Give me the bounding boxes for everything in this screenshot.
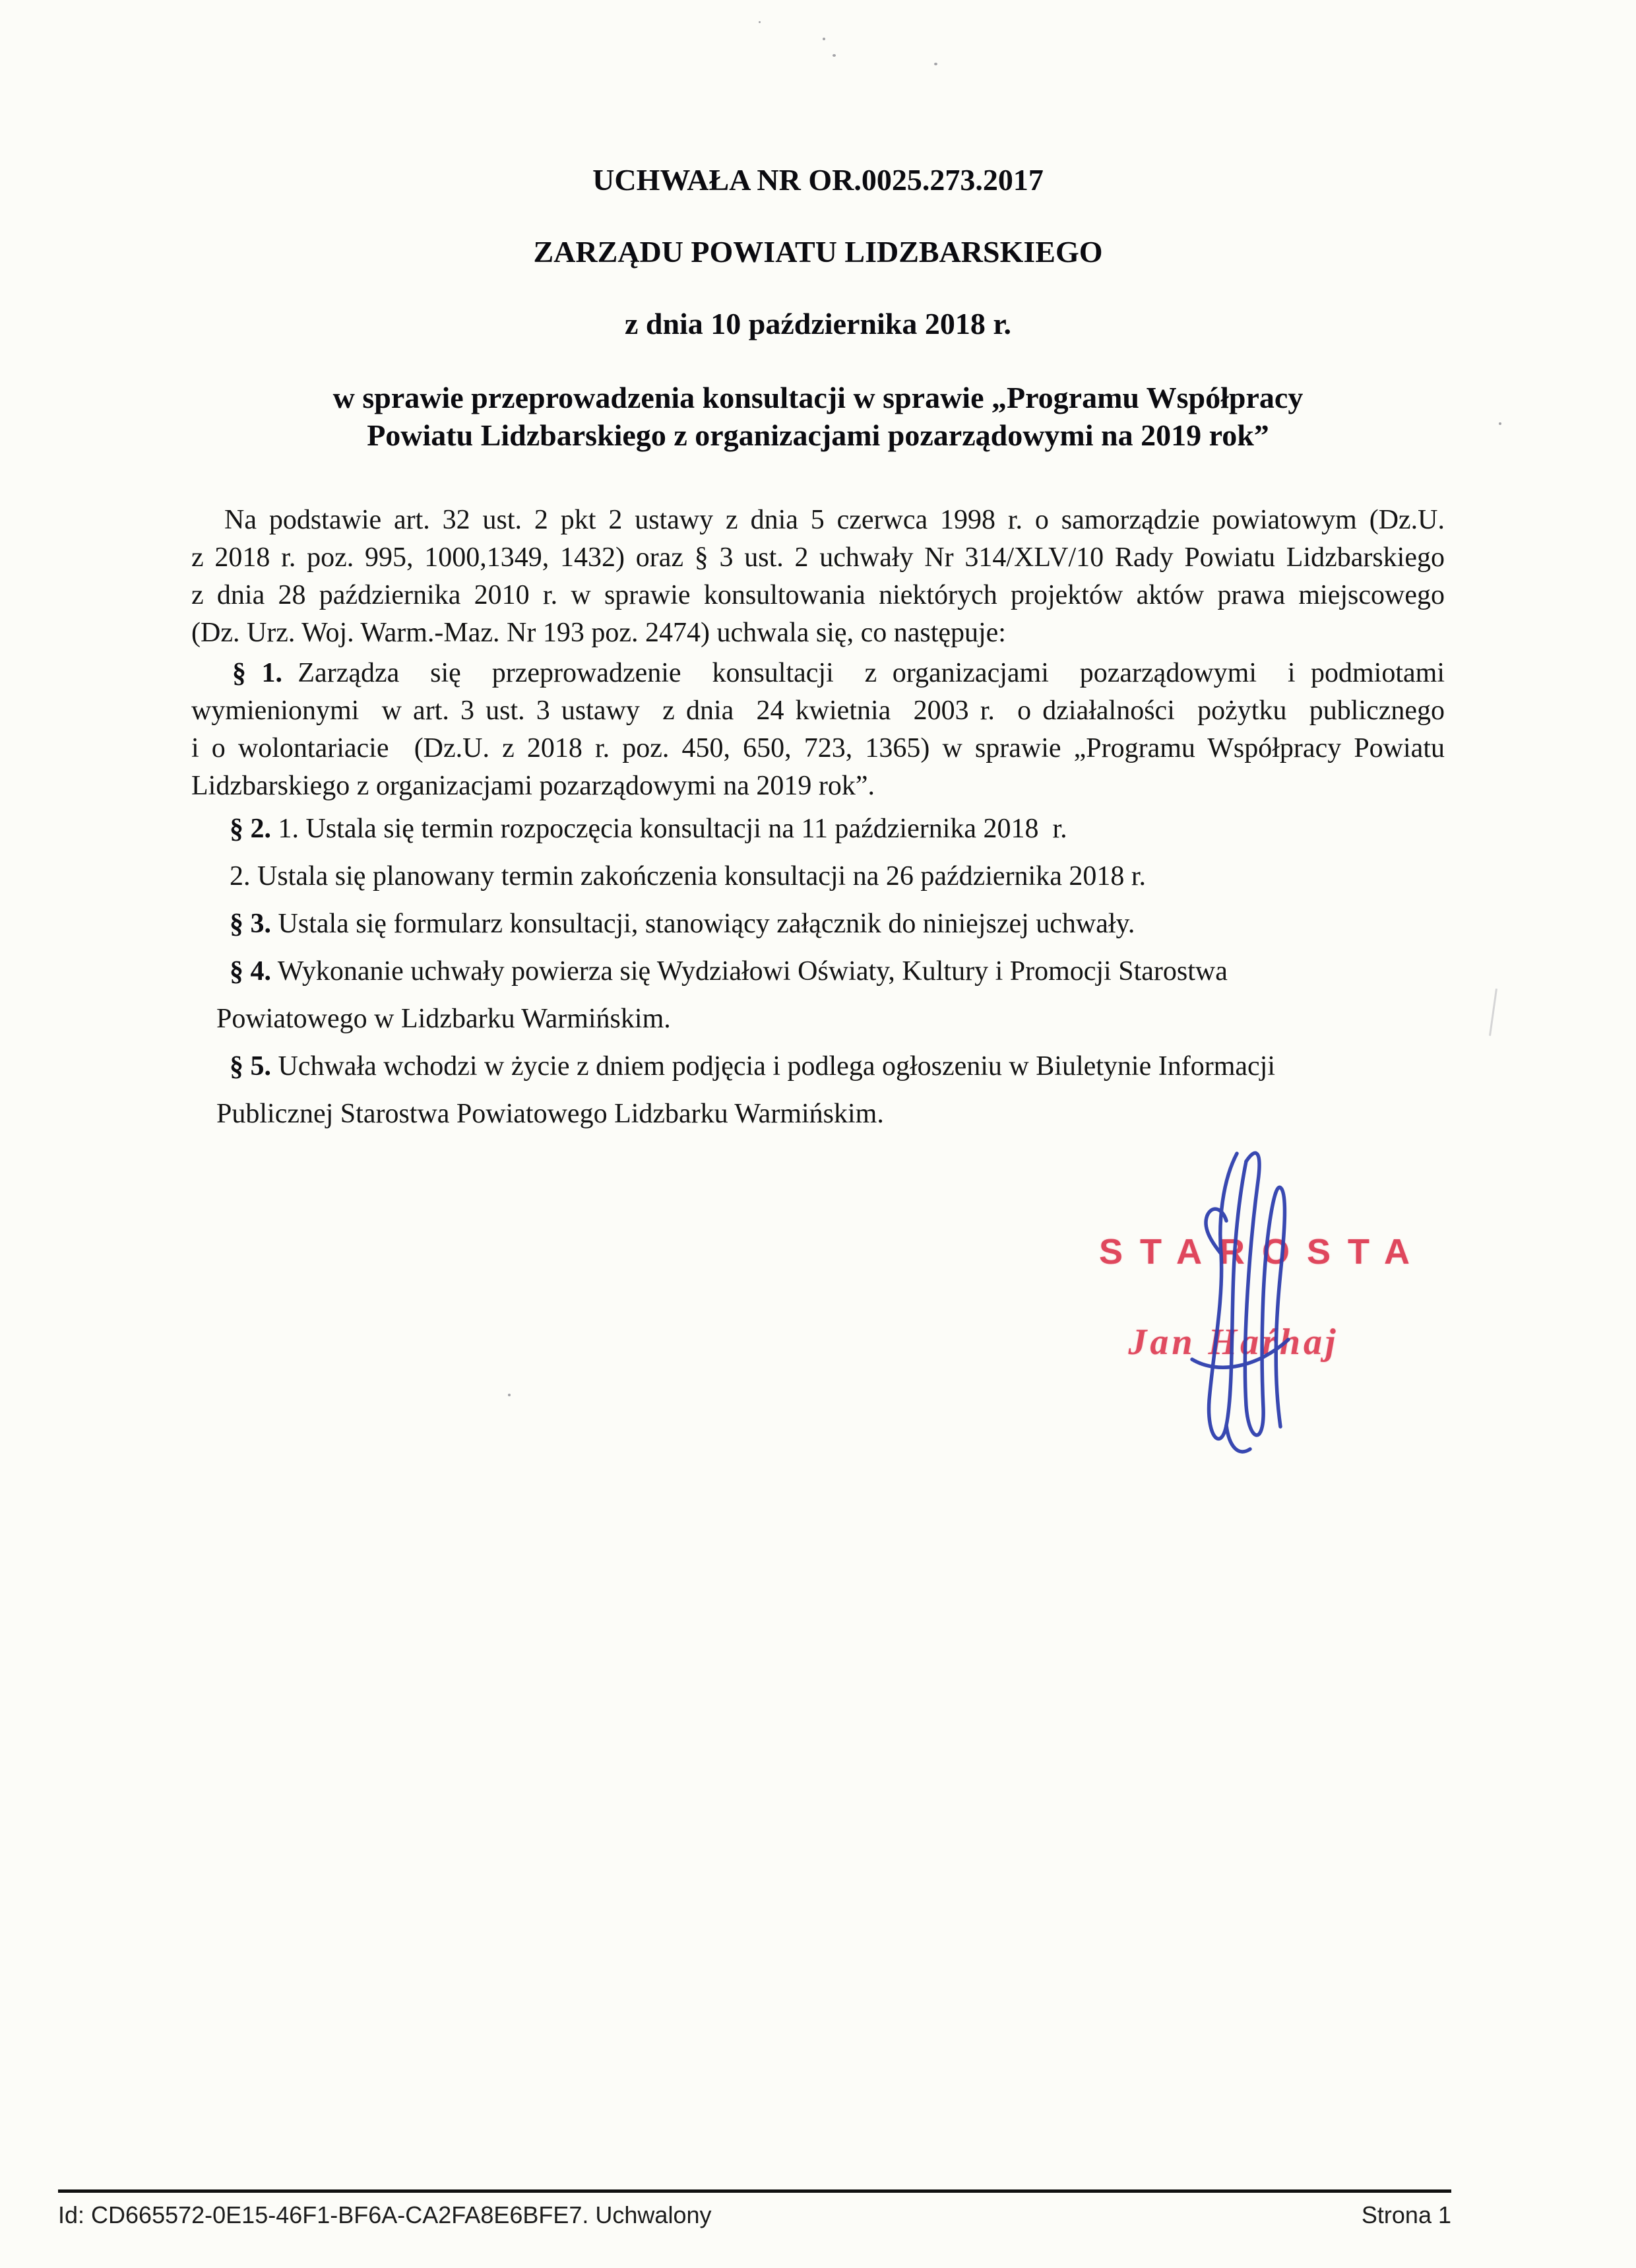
subject-line-2: Powiatu Lidzbarskiego z organizacjami pozarządowymi na 2019 rok” bbox=[367, 418, 1269, 452]
section-1 bbox=[191, 655, 1445, 805]
section-2-point-2: 2. Ustala się planowany termin zakończenia konsultacji na 26 października 2018 r. bbox=[230, 861, 1147, 891]
resolution-number-title: UCHWAŁA NR OR.0025.273.2017 bbox=[592, 163, 1044, 197]
preamble-line: (Dz. Urz. Woj. Warm.-Maz. Nr 193 poz. 2474) uchwala się, co następuje: bbox=[191, 618, 1006, 648]
section-5-continuation: Publicznej Starostwa Powiatowego Lidzbarku Warmińskim. bbox=[216, 1099, 884, 1129]
subject-line-1: w sprawie przeprowadzenia konsultacji w sprawie „Programu Współpracy bbox=[332, 381, 1304, 414]
preamble-paragraph bbox=[191, 502, 1445, 652]
section-1-line: Lidzbarskiego z organizacjami pozarządowymi na 2019 rok”. bbox=[191, 771, 875, 801]
document-id: Id: CD665572-0E15-46F1-BF6A-CA2FA8E6BFE7. Uchwalony bbox=[58, 2201, 712, 2228]
page-number: Strona 1 bbox=[1361, 2201, 1451, 2228]
stamp-starosta-title: STAROSTA bbox=[1099, 1232, 1427, 1272]
sections-block bbox=[191, 805, 1445, 1138]
section-4-continuation: Powiatowego w Lidzbarku Warmińskim. bbox=[216, 1004, 671, 1034]
scan-speckle bbox=[823, 38, 825, 40]
scan-fold-mark bbox=[1489, 988, 1497, 1036]
footer-divider bbox=[58, 2189, 1451, 2193]
section-1-line: wymienionymi w art. 3 ust. 3 ustawy z dnia 24 kwietnia 2003 r. o działalności pożytku publicznego bbox=[191, 696, 1445, 726]
scan-speckle bbox=[508, 1394, 511, 1396]
section-2-point-1: § 2. 1. Ustala się termin rozpoczęcia konsultacji na 11 października 2018 r. bbox=[230, 814, 1067, 844]
section-2-prefix: § 2. bbox=[230, 814, 271, 844]
section-1-line: § 1. Zarządza się przeprowadzenie konsultacji z organizacjami pozarządowymi i podmiotami bbox=[232, 658, 1445, 688]
section-4-prefix: § 4. bbox=[230, 956, 271, 987]
preamble-line: Na podstawie art. 32 ust. 2 pkt 2 ustawy z dnia 5 czerwca 1998 r. o samorządzie powiatowym (Dz.U. bbox=[224, 505, 1445, 535]
scan-speckle bbox=[759, 21, 761, 23]
document-body bbox=[191, 502, 1445, 1138]
section-1-prefix: § 1. bbox=[232, 658, 282, 688]
footer bbox=[58, 2201, 1451, 2229]
stamp-signer-name: Jan Haŕhaj bbox=[1128, 1322, 1339, 1363]
scan-speckle bbox=[1499, 422, 1501, 425]
signature-ink-scribble bbox=[1158, 1142, 1309, 1472]
section-3-prefix: § 3. bbox=[230, 909, 271, 939]
section-1-line: i o wolontariacie (Dz.U. z 2018 r. poz. 450, 650, 723, 1365) w sprawie „Programu Współpracy Powiatu bbox=[191, 733, 1445, 763]
authority-title: ZARZĄDU POWIATU LIDZBARSKIEGO bbox=[533, 235, 1103, 269]
subject-block bbox=[0, 379, 1636, 454]
section-4: § 4. Wykonanie uchwały powierza się Wydziałowi Oświaty, Kultury i Promocji Starostwa bbox=[230, 956, 1228, 987]
preamble-line: z 2018 r. poz. 995, 1000,1349, 1432) oraz § 3 ust. 2 uchwały Nr 314/XLV/10 Rady Powiatu Lidzbarskiego bbox=[191, 542, 1445, 573]
section-5-prefix: § 5. bbox=[230, 1051, 271, 1082]
scan-speckle bbox=[934, 63, 937, 65]
scan-speckle bbox=[833, 54, 836, 57]
date-line: z dnia 10 października 2018 r. bbox=[624, 307, 1012, 340]
section-5: § 5. Uchwała wchodzi w życie z dniem podjęcia i podlega ogłoszeniu w Biuletynie Informacji bbox=[230, 1051, 1275, 1082]
preamble-line: z dnia 28 października 2010 r. w sprawie konsultowania niektórych projektów aktów prawa miejscowego bbox=[191, 580, 1445, 610]
section-3: § 3. Ustala się formularz konsultacji, stanowiący załącznik do niniejszej uchwały. bbox=[230, 909, 1135, 939]
